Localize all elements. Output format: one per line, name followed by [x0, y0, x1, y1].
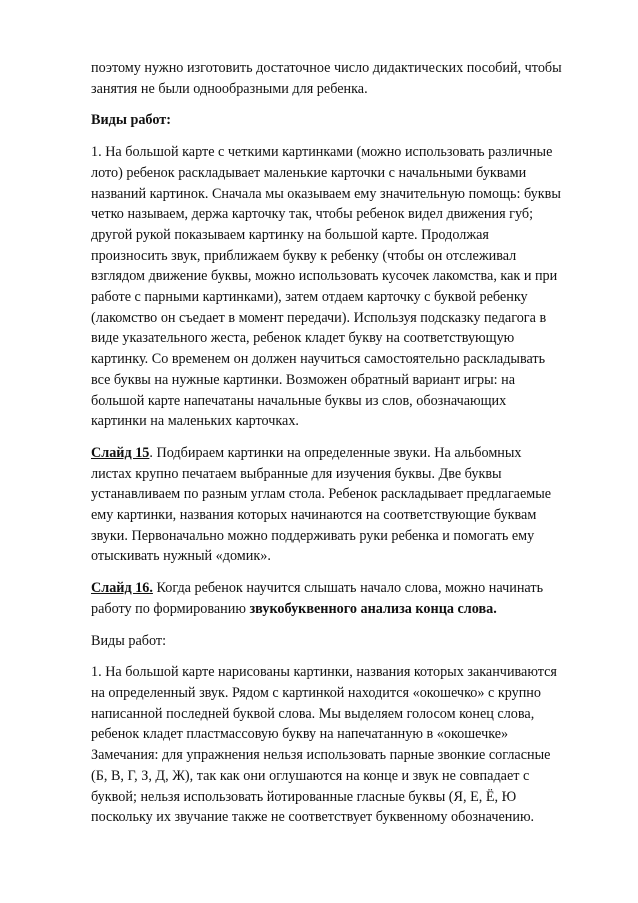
heading-work-types-2: Виды работ:	[91, 632, 167, 649]
text-line: на определенный звук. Рядом с картинкой находится «окошечко» с крупно	[91, 684, 541, 701]
text-line: (Б, В, Г, З, Д, Ж), так как они оглушаются на конце и звук не совпадает с	[91, 767, 530, 784]
text-fragment: работу по формированию	[91, 600, 250, 617]
text-fragment: Когда ребенок научится слышать начало слова, можно начинать	[152, 580, 544, 597]
text-line: картинку. Со временем он должен научиться самостоятельно раскладывать	[91, 351, 546, 368]
text-line: устанавливаем по разным углам стола. Ребенок раскладывает предлагаемые	[91, 486, 552, 503]
text-line: отыскивать нужный «домик».	[91, 548, 271, 565]
text-line: лото) ребенок раскладывает маленькие карточки с начальными буквами	[91, 164, 527, 181]
slide-16-label: Слайд 16.	[91, 580, 153, 597]
text-line: работе с парными картинками), затем отдаем карточку с буквой ребенку	[91, 289, 528, 306]
emphasis-text: звукобуквенного анализа конца слова.	[249, 600, 497, 617]
text-line	[91, 443, 601, 464]
document-page	[91, 58, 601, 839]
text-line: ребенок кладет пластмассовую букву на напечатанную в «окошечке»	[91, 726, 509, 743]
text-line: взглядом движение буквы, можно использовать кусочек лакомства, как и при	[91, 268, 558, 285]
text-line: звуки. Первоначально можно поддерживать руки ребенка и помогать ему	[91, 527, 535, 544]
text-line: четко называем, держа карточку так, чтобы ребенок видел движения губ;	[91, 206, 534, 223]
text-line: написанной последней буквой слова. Мы выделяем голосом конец слова,	[91, 705, 535, 722]
text-line: другой рукой показываем картинку на большой карте. Продолжая	[91, 226, 489, 243]
paragraph-work-1	[91, 142, 601, 432]
slide-15-label: Слайд 15	[91, 444, 150, 461]
text-line: листах крупно печатаем выбранные для изучения буквы. Две буквы	[91, 465, 502, 482]
paragraph-slide-15	[91, 443, 601, 567]
text-line: произносить звук, приближаем букву к ребенку (чтобы он отслеживал	[91, 247, 517, 264]
text-line: Замечания: для упражнения нельзя использовать парные звонкие согласные	[91, 747, 551, 764]
text-line: названий картинок. Сначала мы оказываем ему значительную помощь: буквы	[91, 185, 561, 202]
text-line: (лакомство он съедает в момент передачи). Используя подсказку педагога в	[91, 309, 547, 326]
text-line: все буквы на нужные картинки. Возможен обратный вариант игры: на	[91, 371, 516, 388]
text-line: 1. На большой карте нарисованы картинки, названия которых заканчиваются	[91, 664, 557, 681]
text-fragment: . Подбираем картинки на определенные звуки. На альбомных	[149, 444, 522, 461]
text-line: 1. На большой карте с четкими картинками (можно использовать различные	[91, 144, 553, 161]
text-line: ему картинки, названия которых начинаются на соответствующие буквам	[91, 507, 537, 524]
text-line: картинки на маленьких карточках.	[91, 413, 299, 430]
text-line: поскольку их звучание также не соответствует буквенному обозначению.	[91, 809, 535, 826]
text-line: поэтому нужно изготовить достаточное число дидактических пособий, чтобы	[91, 60, 562, 76]
text-line: виде указательного жеста, ребенок кладет букву на соответствующую	[91, 330, 515, 347]
paragraph-work-2	[91, 662, 601, 828]
text-line: занятия не были однообразными для ребенка.	[91, 80, 368, 97]
text-line	[91, 599, 601, 620]
text-line: большой карте напечатаны начальные буквы из слов, обозначающих	[91, 392, 507, 409]
paragraph-slide-16	[91, 578, 601, 619]
text-line	[91, 578, 601, 599]
text-line: буквой; нельзя использовать йотированные гласные буквы (Я, Е, Ё, Ю	[91, 788, 517, 805]
heading-work-types-1: Виды работ:	[91, 112, 171, 129]
paragraph-intro	[91, 58, 601, 99]
